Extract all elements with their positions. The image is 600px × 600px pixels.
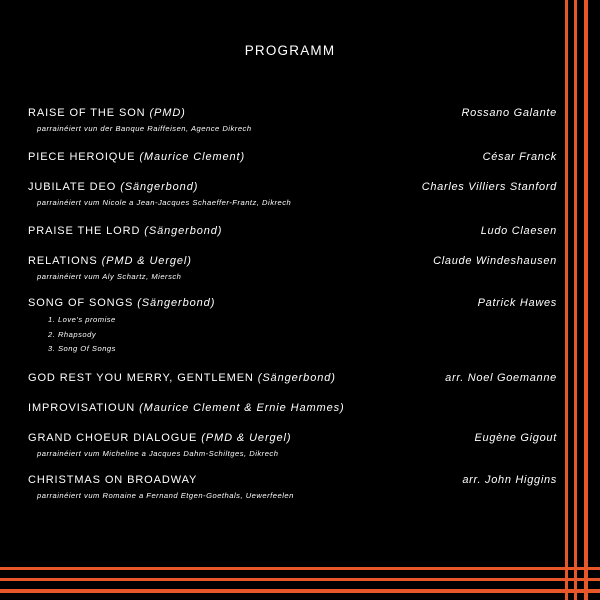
piece-name: CHRISTMAS ON BROADWAY (28, 474, 198, 486)
piece-name: PIECE HEROIQUE (28, 151, 136, 163)
performer: (Maurice Clement) (139, 151, 246, 163)
program-row (28, 151, 557, 163)
orange-stripe-horizontal (0, 567, 600, 570)
performer: (PMD) (149, 107, 186, 119)
program-item (28, 107, 557, 133)
composer: César Franck (482, 151, 557, 163)
program-item (28, 474, 557, 500)
movement-list (48, 315, 557, 359)
orange-stripe-vertical (584, 0, 588, 600)
program-row (28, 372, 557, 384)
performer: (PMD & Uergel) (201, 432, 292, 444)
performer: (PMD & Uergel) (101, 255, 192, 267)
sponsor-note: parrainéiert vun der Banque Raiffeisen, Agence Dikrech (37, 124, 252, 133)
movement-item: 2. Rhapsody (48, 329, 97, 339)
composer: Claude Windeshausen (433, 255, 557, 267)
piece-title (28, 181, 198, 193)
sponsor-note: parrainéiert vum Nicole a Jean-Jacques Schaeffer-Frantz, Dikrech (37, 198, 292, 207)
orange-stripe-horizontal (0, 578, 600, 581)
orange-stripe-horizontal (0, 589, 600, 593)
piece-title (28, 372, 336, 384)
piece-title (28, 107, 186, 119)
program-item (28, 372, 557, 384)
orange-stripe-vertical (574, 0, 577, 600)
performer: (Sängerbond) (137, 297, 216, 309)
piece-title (28, 151, 245, 163)
performer: (Sängerbond) (120, 181, 199, 193)
performer: (Sängerbond) (144, 225, 223, 237)
composer: Ludo Claesen (480, 225, 557, 237)
program-row (28, 432, 557, 444)
program-row (28, 107, 557, 119)
program-row (28, 474, 557, 486)
piece-name: RELATIONS (28, 255, 98, 267)
sponsor-note: parrainéiert vum Aly Schartz, Miersch (37, 272, 182, 281)
program-row (28, 297, 557, 309)
movement-item: 3. Song Of Songs (48, 344, 116, 353)
piece-name: SONG OF SONGS (28, 297, 134, 309)
page-title: PROGRAMM (244, 43, 336, 58)
composer: Charles Villiers Stanford (421, 181, 557, 193)
piece-title (28, 297, 215, 309)
program-item (28, 432, 557, 458)
performer: (Maurice Clement & Ernie Hammes) (139, 402, 345, 414)
sponsor-note: parrainéiert vum Micheline a Jacques Dahm-Schiltges, Dikrech (37, 449, 279, 458)
piece-title (28, 402, 345, 414)
sponsor-note: parrainéiert vum Romaine a Fernand Etgen-Goethals, Uewerfeelen (37, 491, 294, 500)
piece-name: JUBILATE DEO (28, 181, 117, 193)
program-item (28, 402, 557, 414)
composer: Eugène Gigout (474, 432, 557, 444)
program-row (28, 402, 557, 414)
program-item (28, 297, 557, 359)
composer: Patrick Hawes (477, 297, 557, 309)
program-item (28, 181, 557, 207)
piece-name: GOD REST YOU MERRY, GENTLEMEN (28, 372, 254, 384)
piece-title (28, 474, 197, 486)
program-row (28, 181, 557, 193)
movement-item: 1. Love's promise (48, 315, 116, 324)
orange-stripe-vertical (565, 0, 568, 600)
program-item (28, 255, 557, 281)
program-row (28, 255, 557, 267)
composer: Rossano Galante (461, 107, 557, 119)
program-item (28, 225, 557, 237)
piece-title (28, 432, 291, 444)
program-item (28, 151, 557, 163)
piece-name: GRAND CHOEUR DIALOGUE (28, 432, 198, 444)
piece-name: PRAISE THE LORD (28, 225, 141, 237)
piece-name: IMPROVISATIOUN (28, 402, 136, 414)
piece-title (28, 225, 222, 237)
piece-name: RAISE OF THE SON (28, 107, 146, 119)
program-row (28, 225, 557, 237)
performer: (Sängerbond) (257, 372, 336, 384)
piece-title (28, 255, 192, 267)
composer: arr. Noel Goemanne (445, 372, 557, 384)
composer: arr. John Higgins (462, 474, 557, 486)
